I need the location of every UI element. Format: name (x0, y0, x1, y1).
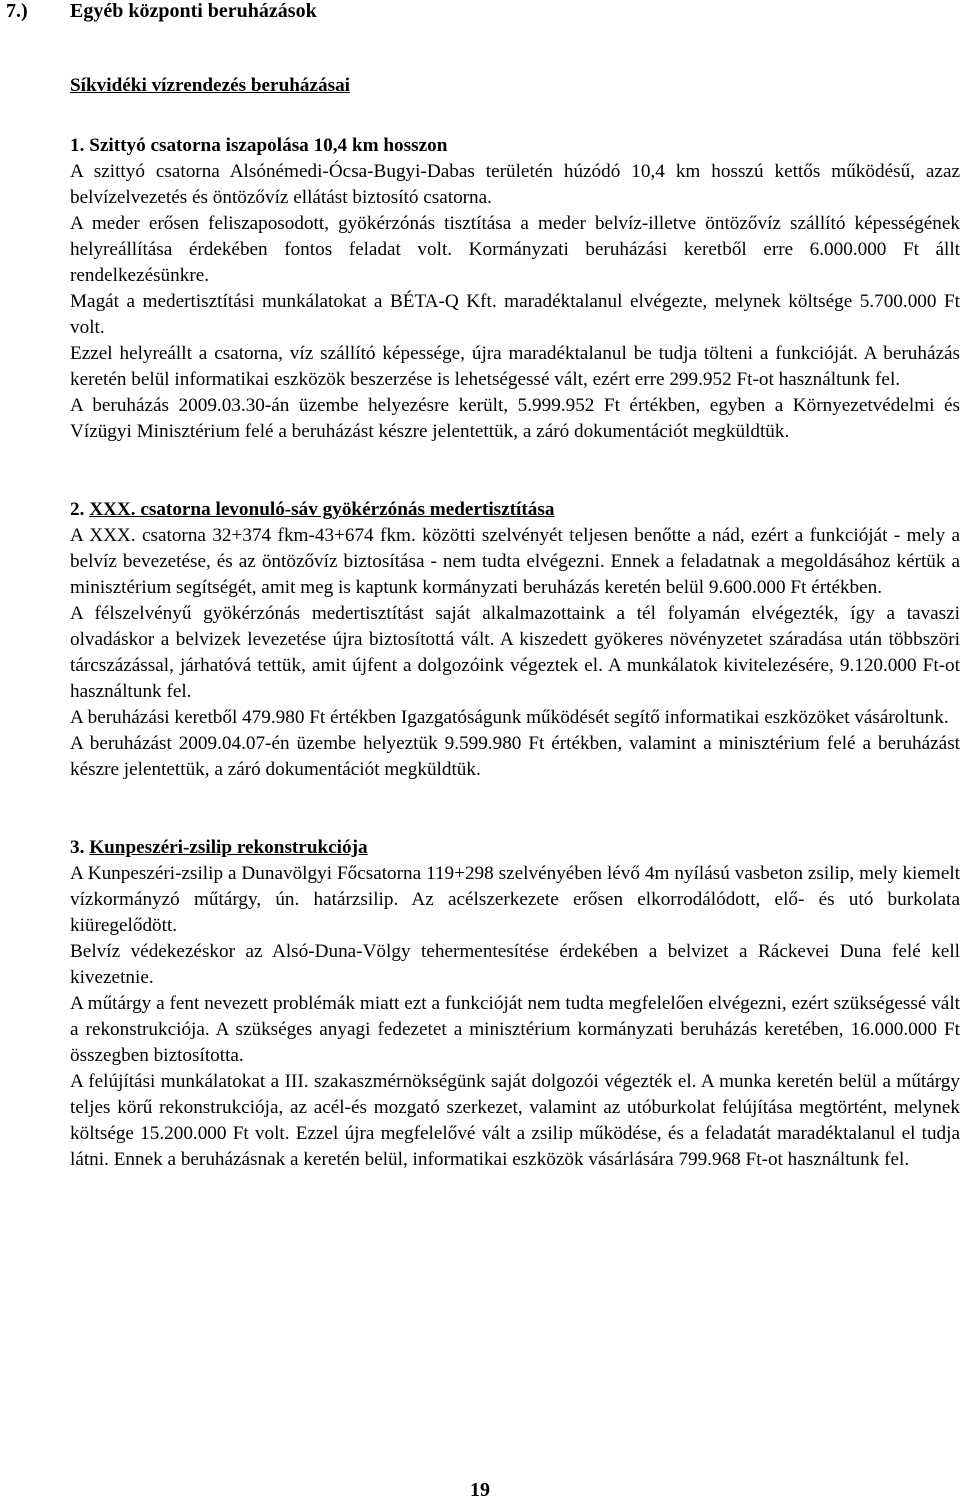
section-1-title: Szittyó csatorna iszapolása 10,4 km hosszon (89, 135, 448, 156)
section-3-heading (70, 835, 960, 861)
document-body (70, 0, 960, 1173)
chapter-number: 7.) (6, 0, 28, 22)
section-3-number: 3. (70, 837, 85, 858)
section-3-title: Kunpeszéri-zsilip rekonstrukciója (89, 837, 368, 858)
section-2-title: XXX. csatorna levonuló-sáv gyökérzónás medertisztítása (89, 499, 555, 520)
paragraph: A beruházást 2009.04.07-én üzembe helyeztük 9.599.980 Ft értékben, valamint a minisztérium felé a beruházást készre jelentettük, a záró dokumentációt megküldtük. (70, 733, 960, 780)
section-2-number: 2. (70, 499, 85, 520)
section-2 (70, 497, 960, 783)
paragraph: A félszelvényű gyökérzónás medertisztítást saját alkalmazottaink a tél folyamán elvégezték, így a tavaszi olvadáskor a belvizek levezetése újra biztosítottá vált. A kiszedett gyökeres növényzetet száradása után többszöri tárcszázással, járhatóvá tettük, amit újfent a dolgozóink végeztek el. A munkálatok kivitelezésére, 9.120.000 Ft-ot használtunk fel. (70, 603, 960, 702)
section-1-number: 1. (70, 135, 85, 156)
paragraph: Belvíz védekezéskor az Alsó-Duna-Völgy tehermentesítése érdekében a belvizet a Ráckevei Duna felé kell kivezetnie. (70, 941, 960, 988)
section-2-heading (70, 497, 960, 523)
paragraph: A felújítási munkálatokat a III. szakaszmérnökségünk saját dolgozói végezték el. A munka keretén belül a műtárgy teljes körű rekonstrukciója, az acél-és mozgató szerkezet, valamint az utóburkolat felújítása megtörtént, melynek költsége 15.200.000 Ft volt. Ezzel újra megfelelővé vált a zsilip működése, és a feladatát maradéktalanul el tudja látni. Ennek a beruházásnak a keretén belül, informatikai eszközök vásárlására 799.968 Ft-ot használtunk fel. (70, 1071, 960, 1170)
paragraph: A műtárgy a fent nevezett problémák miatt ezt a funkcióját nem tudta megfelelően elvégezni, ezért szükségessé vált a rekonstrukciója. A szükséges anyagi fedezetet a minisztérium kormányzati beruházás keretében, 16.000.000 Ft összegben biztosította. (70, 993, 960, 1066)
paragraph: A beruházási keretből 479.980 Ft értékben Igazgatóságunk működését segítő informatikai eszközöket vásároltunk. (70, 707, 949, 728)
paragraph: A XXX. csatorna 32+374 fkm-43+674 fkm. közötti szelvényét teljesen benőtte a nád, ezért a funkcióját - mely a belvíz bevezetése, és az öntözővíz biztosítása - nem tudta elvégezni. Ennek a feladatnak a megoldásához kértük a minisztérium segítségét, amit meg is kaptunk kormányzati beruházás keretén belül 9.600.000 Ft értékben. (70, 525, 960, 598)
paragraph: Ezzel helyreállt a csatorna, víz szállító képessége, újra maradéktalanul be tudja tölteni a funkcióját. A beruházás keretén belül informatikai eszközök beszerzése is lehetségessé vált, ezért erre 299.952 Ft-ot használtunk fel. (70, 343, 960, 390)
paragraph: A meder erősen feliszaposodott, gyökérzónás tisztítása a meder belvíz-illetve öntözővíz szállító képességének helyreállítása érdekében fontos feladat volt. Kormányzati beruházási keretből erre 6.000.000 Ft állt rendelkezésünkre. (70, 213, 960, 286)
paragraph: Magát a medertisztítási munkálatokat a BÉTA-Q Kft. maradéktalanul elvégezte, melynek költsége 5.700.000 Ft volt. (70, 291, 960, 338)
section-group-title: Síkvidéki vízrendezés beruházásai (70, 75, 351, 96)
paragraph: A Kunpeszéri-zsilip a Dunavölgyi Főcsatorna 119+298 szelvényében lévő 4m nyílású vasbeton zsilip, mely kiemelt vízkormányzó műtárgy, ún. határzsilip. Az acélszerkezete erősen elkorrodálódott, elő- és utó burkolata kiüregelődött. (70, 863, 960, 936)
section-3 (70, 835, 960, 1173)
section-1-heading (70, 133, 960, 159)
paragraph: A szittyó csatorna Alsónémedi-Ócsa-Bugyi-Dabas területén húzódó 10,4 km hosszú kettős működésű, azaz belvízelvezetés és öntözővíz ellátást biztosító csatorna. (70, 161, 960, 208)
paragraph: A beruházás 2009.03.30-án üzembe helyezésre került, 5.999.952 Ft értékben, egyben a Környezetvédelmi és Vízügyi Minisztérium felé a beruházást készre jelentettük, a záró dokumentációt megküldtük. (70, 395, 960, 442)
section-1 (70, 133, 960, 445)
page-number: 19 (470, 1479, 490, 1501)
chapter-title: Egyéb központi beruházások (70, 0, 317, 22)
